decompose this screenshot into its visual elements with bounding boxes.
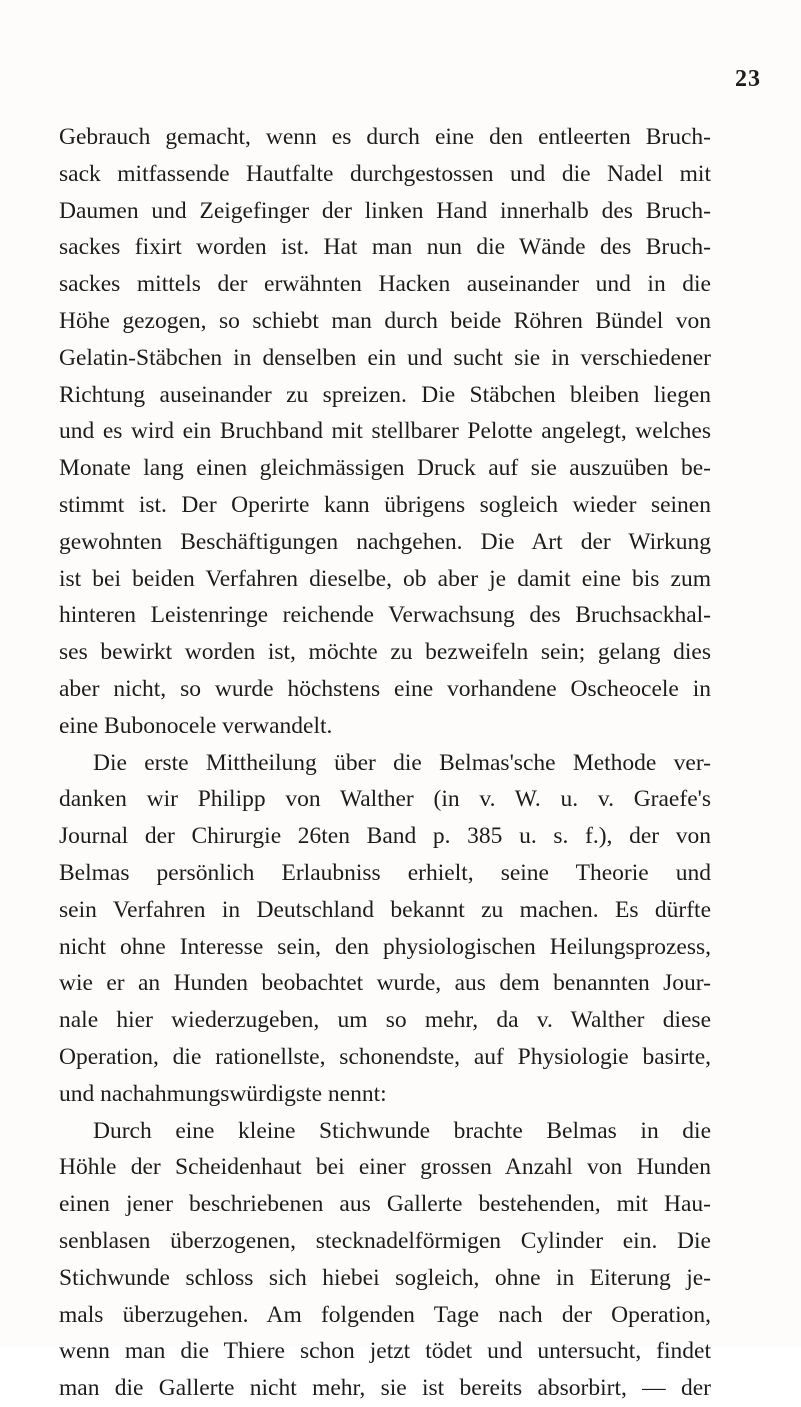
text-line: und es wird ein Bruchband mit stellbarer Pelotte angelegt, welches	[59, 418, 711, 445]
text-line: hinteren Leistenringe reichende Verwachsung des Bruchsackhal-	[59, 602, 711, 629]
text-line: nale hier wiederzugeben, um so mehr, da v. Walther diese	[59, 1007, 711, 1034]
text-line: sackes fixirt worden ist. Hat man nun die Wände des Bruch-	[59, 234, 711, 261]
text-line: stimmt ist. Der Operirte kann übrigens sogleich wieder seinen	[59, 491, 711, 518]
page-number: 23	[735, 66, 761, 92]
text-line: danken wir Philipp von Walther (in v. W. u. v. Graefe's	[59, 786, 711, 813]
text-line: Gebrauch gemacht, wenn es durch eine den entleerten Bruch-	[59, 124, 711, 150]
text-line: wenn man die Thiere schon jetzt tödet und untersucht, findet	[59, 1338, 711, 1365]
text-line: Höhle der Scheidenhaut bei einer grossen Anzahl von Hunden	[59, 1154, 711, 1181]
paragraph-start-line: Die erste Mittheilung über die Belmas'sche Methode ver-	[93, 749, 711, 776]
paragraph-end-line: und nachahmungswürdigste nennt:	[59, 1080, 387, 1107]
paragraph-end-line: eine Bubonocele verwandelt.	[59, 712, 333, 739]
text-line: Belmas persönlich Erlaubniss erhielt, seine Theorie und	[59, 859, 711, 886]
text-line: Journal der Chirurgie 26ten Band p. 385 u. s. f.), der von	[59, 823, 711, 850]
text-line: aber nicht, so wurde höchstens eine vorhandene Oscheocele in	[59, 675, 711, 702]
paragraph-start-line: Durch eine kleine Stichwunde brachte Belmas in die	[93, 1117, 711, 1144]
body-text	[59, 119, 711, 1407]
text-line: mals überzugehen. Am folgenden Tage nach der Operation,	[59, 1301, 711, 1328]
text-line: ist bei beiden Verfahren dieselbe, ob aber je damit eine bis zum	[59, 565, 711, 592]
text-line: einen jener beschriebenen aus Gallerte bestehenden, mit Hau-	[59, 1191, 711, 1218]
text-line: Gelatin-Stäbchen in denselben ein und sucht sie in verschiedener	[59, 344, 711, 371]
text-line: gewohnten Beschäftigungen nachgehen. Die Art der Wirkung	[59, 528, 711, 555]
text-line: Höhe gezogen, so schiebt man durch beide Röhren Bündel von	[59, 307, 711, 334]
text-line: sack mitfassende Hautfalte durchgestossen und die Nadel mit	[59, 160, 711, 187]
text-line: sein Verfahren in Deutschland bekannt zu machen. Es dürfte	[59, 896, 711, 923]
text-line: wie er an Hunden beobachtet wurde, aus dem benannten Jour-	[59, 970, 711, 997]
text-line: man die Gallerte nicht mehr, sie ist bereits absorbirt, — der	[59, 1375, 711, 1402]
text-line: senblasen überzogenen, stecknadelförmigen Cylinder ein. Die	[59, 1227, 711, 1254]
text-line: ses bewirkt worden ist, möchte zu bezweifeln sein; gelang dies	[59, 639, 711, 666]
text-line: Monate lang einen gleichmässigen Druck auf sie auszuüben be-	[59, 455, 711, 482]
text-line: Stichwunde schloss sich hiebei sogleich, ohne in Eiterung je-	[59, 1264, 711, 1291]
text-line: Daumen und Zeigefinger der linken Hand innerhalb des Bruch-	[59, 197, 711, 224]
text-line: nicht ohne Interesse sein, den physiologischen Heilungsprozess,	[59, 933, 711, 960]
text-line: sackes mittels der erwähnten Hacken auseinander und in die	[59, 271, 711, 298]
text-line: Operation, die rationellste, schonendste, auf Physiologie basirte,	[59, 1043, 711, 1070]
text-line: Richtung auseinander zu spreizen. Die Stäbchen bleiben liegen	[59, 381, 711, 408]
